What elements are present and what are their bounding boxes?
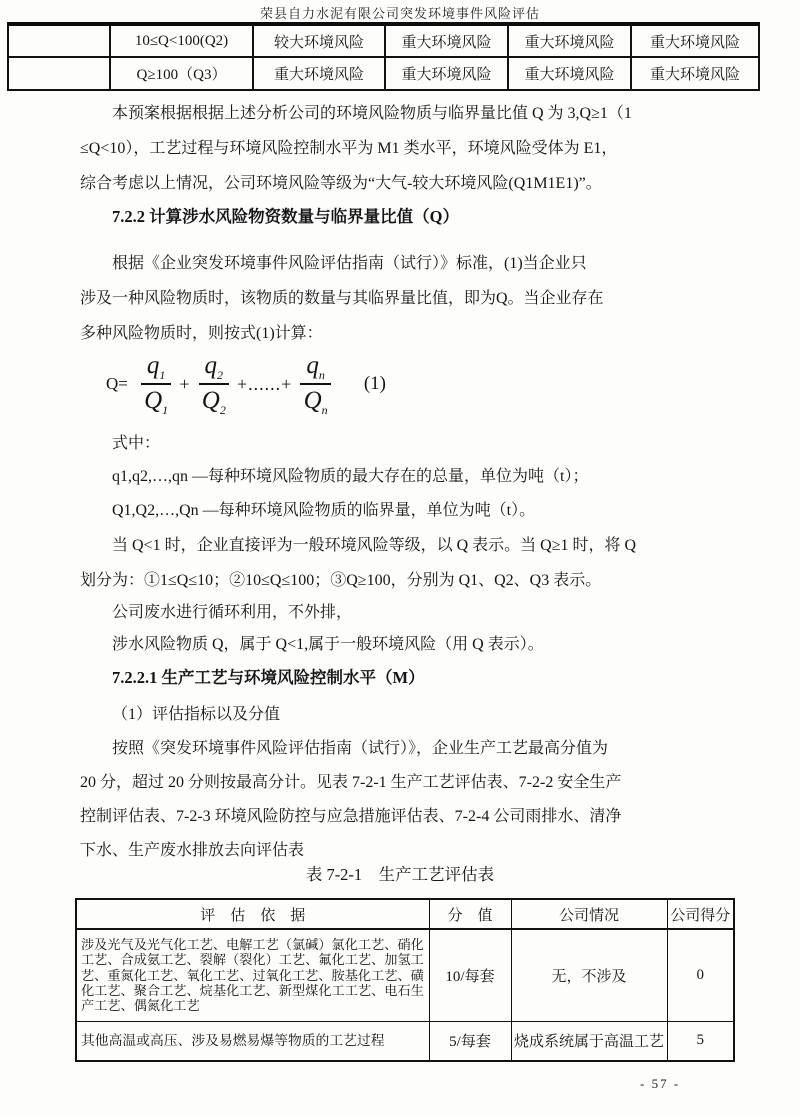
risk-level-cell: 重大环境风险 xyxy=(631,24,759,57)
section-heading-7-2-2 xyxy=(80,199,740,234)
paragraph-indicator-label xyxy=(80,697,740,732)
equation-number: (1) xyxy=(363,373,386,394)
text-line: （1）评估指标以及分值 xyxy=(112,706,281,723)
text-line: 涉及一种风险物质时，该物质的数量与其临界量比值，即为Q。当企业存在 xyxy=(80,290,604,307)
fraction-term-n: $\frac{q_n}{Q_n}$ xyxy=(299,352,332,416)
risk-level-cell: 重大环境风险 xyxy=(508,57,631,90)
text-line: 当 Q<1 时，企业直接评为一般环境风险等级，以 Q 表示。当 Q≥1 时，将 Q xyxy=(112,537,637,554)
q-range-cell: 10≤Q<100(Q2) xyxy=(110,24,253,57)
paragraph-where xyxy=(80,426,740,461)
paragraph-water-risk-conclusion xyxy=(80,627,740,662)
text-line: 按照《突发环境事件风险评估指南（试行）》，企业生产工艺最高分值为 xyxy=(112,740,609,757)
score-cell: 5/每套 xyxy=(429,1021,511,1061)
paragraph-risk-summary xyxy=(80,96,740,201)
section-heading-7-2-2-1 xyxy=(80,660,740,695)
column-header-company: 公司情况 xyxy=(511,899,667,929)
risk-level-cell: 重大环境风险 xyxy=(385,24,508,57)
eval-row-high-temp-pressure xyxy=(76,1021,734,1061)
risk-level-row-q3 xyxy=(8,57,759,90)
heading-text: 7.2.2.1 生产工艺与环境风险控制水平（M） xyxy=(112,668,425,687)
risk-level-cell: 重大环境风险 xyxy=(508,24,631,57)
text-line: ≤Q<10），工艺过程与环境风险控制水平为 M1 类水平，环境风险受体为 E1， xyxy=(80,140,618,157)
points-cell: 5 xyxy=(667,1021,734,1061)
fraction-bar xyxy=(300,383,331,385)
text-line: 多种风险物质时，则按式(1)计算： xyxy=(80,325,323,342)
eval-row-chemical-processes xyxy=(76,929,734,1021)
points-cell: 0 xyxy=(667,929,734,1021)
risk-level-cell: 较大环境风险 xyxy=(253,24,385,57)
formula-lhs: Q= xyxy=(106,374,128,393)
text-line: 式中： xyxy=(112,435,161,452)
text-line: Q1,Q2,…,Qn —每种环境风险物质的临界量，单位为吨（t）。 xyxy=(112,502,536,519)
company-cell: 无，不涉及 xyxy=(511,929,667,1021)
process-evaluation-table xyxy=(75,898,735,1062)
q-range-cell: Q≥100（Q3） xyxy=(110,57,253,90)
formula-q-ratio xyxy=(106,346,386,422)
risk-level-matrix-table xyxy=(7,22,760,91)
paragraph-guideline-intro xyxy=(80,246,740,351)
plus-operator: + xyxy=(179,373,191,394)
text-line: 综合考虑以上情况，公司环境风险等级为“大气-较大环境风险(Q1M1E1)”。 xyxy=(80,175,602,192)
risk-level-cell: 重大环境风险 xyxy=(385,57,508,90)
risk-level-cell: 重大环境风险 xyxy=(253,57,385,90)
text-line: 划分为：①1≤Q≤10；②10≤Q≤100；③Q≥100，分别为 Q1、Q2、Q3 表示。 xyxy=(80,572,602,589)
fraction-term-1: $\frac{q_1}{Q_1}$ xyxy=(140,352,173,416)
fraction-bar xyxy=(199,383,230,385)
column-header-basis: 评 估 依 据 xyxy=(76,899,429,929)
text-line: 20 分，超过 20 分则按最高分计。见表 7-2-1 生产工艺评估表、7-2-2 安全生产 xyxy=(80,774,622,791)
text-line: q1,q2,…,qn —每种环境风险物质的最大存在的总量，单位为吨（t）； xyxy=(112,468,589,485)
column-header-score: 分 值 xyxy=(429,899,511,929)
heading-text: 7.2.2 计算涉水风险物资数量与临界量比值（Q） xyxy=(112,207,459,226)
text-line: 控制评估表、7-2-3 环境风险防控与应急措施评估表、7-2-4 公司雨排水、清净 xyxy=(80,808,622,825)
fraction-bar xyxy=(141,383,172,385)
paragraph-q-classification xyxy=(80,528,740,598)
text-line: 根据《企业突发环境事件风险评估指南（试行）》标准，(1)当企业只 xyxy=(112,255,587,272)
table-caption: 表 7-2-1 生产工艺评估表 xyxy=(305,865,495,884)
page-number: - 57 - xyxy=(640,1076,681,1091)
paragraph-wastewater xyxy=(80,595,740,630)
basis-cell: 其他高温或高压、涉及易燃易爆等物质的工艺过程 xyxy=(76,1021,429,1061)
score-cell: 10/每套 xyxy=(429,929,511,1021)
empty-cell xyxy=(8,57,110,90)
column-header-points: 公司得分 xyxy=(667,899,734,929)
document-header: 荣县自力水泥有限公司突发环境事件风险评估 xyxy=(259,6,540,21)
basis-cell: 涉及光气及光气化工艺、电解工艺（氯碱）氯化工艺、硝化工艺、合成氨工艺、裂解（裂化）工艺、氟化工艺、加氢工艺、重氮化工艺、氧化工艺、过氧化工艺、胺基化工艺、磺化工艺、聚合工艺、烷基化工艺、新型煤化工工艺、电石生产工艺、偶氮化工艺 xyxy=(76,929,429,1021)
text-line: 涉水风险物质 Q，属于 Q<1,属于一般环境风险（用 Q 表示）。 xyxy=(112,636,544,653)
eval-table-header-row xyxy=(76,899,734,929)
text-line: 下水、生产废水排放去向评估表 xyxy=(80,842,305,859)
empty-cell xyxy=(8,24,110,57)
company-cell: 烧成系统属于高温工艺 xyxy=(511,1021,667,1061)
text-line: 本预案根据根据上述分析公司的环境风险物质与临界量比值 Q 为 3,Q≥1（1 xyxy=(112,105,632,122)
risk-level-row-q2 xyxy=(8,24,759,57)
fraction-term-2: $\frac{q_2}{Q_2}$ xyxy=(198,352,231,416)
paragraph-variable-definitions xyxy=(80,460,740,528)
risk-level-cell: 重大环境风险 xyxy=(631,57,759,90)
ellipsis-plus-operator: +......+ xyxy=(237,373,293,394)
text-line: 公司废水进行循环利用，不外排， xyxy=(112,604,353,621)
paragraph-scoring-rules xyxy=(80,732,740,868)
